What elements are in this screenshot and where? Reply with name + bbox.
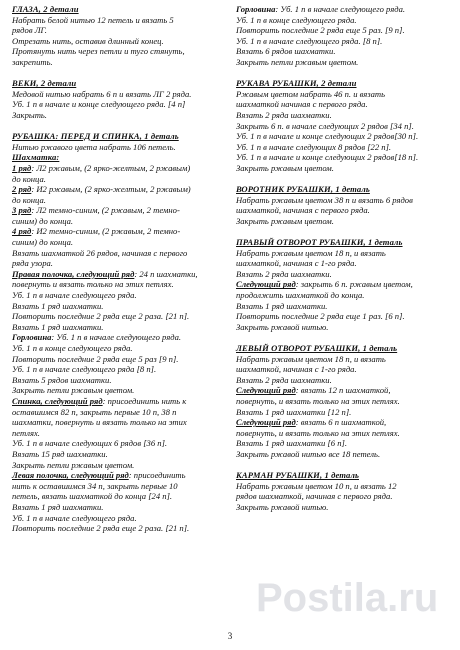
- text-line: [236, 449, 450, 460]
- line-text: Закрыть ржавой нитью.: [236, 321, 329, 332]
- text-line: [12, 428, 226, 439]
- text-line: [12, 15, 226, 26]
- line-text: : И2 темно-синим, (2 ржавым, 2 темно-: [31, 226, 181, 237]
- text-line: [236, 15, 450, 26]
- text-line: [12, 449, 226, 460]
- row-label: 2 ряд: [12, 184, 32, 195]
- text-line: [12, 407, 226, 418]
- text-line: [12, 36, 226, 47]
- line-text: Вязать 1 ряд шахматки.: [12, 321, 104, 332]
- line-text: : 24 п шахматки,: [134, 268, 198, 279]
- section-heading: ГЛАЗА, 2 детали: [12, 4, 79, 14]
- line-text: шахматкой, начиная с 1-го ряда.: [236, 258, 357, 269]
- line-text: шахматкой, начиная с 1-го ряда.: [236, 364, 357, 375]
- text-line: [236, 248, 450, 259]
- line-text: Вязать 2 ряда шахматки.: [236, 374, 332, 385]
- line-text: Вязать 5 рядов шахматки.: [12, 374, 112, 385]
- text-line: [12, 110, 226, 121]
- text-line: [12, 269, 226, 280]
- line-text: Закрыть петли ржавым цветом.: [12, 385, 135, 396]
- text-line: [12, 258, 226, 269]
- line-text: Уб. 1 п в конце следующего ряда.: [236, 14, 357, 25]
- line-text: : Л2 ржавым, (2 ярко-желтым, 2 ржавым): [31, 162, 191, 173]
- text-line: [236, 131, 450, 142]
- section-heading: ПРАВЫЙ ОТВОРОТ РУБАШКИ, 1 деталь: [236, 237, 403, 248]
- line-text: ряда узора.: [12, 258, 53, 269]
- row-label: 4 ряд: [12, 226, 32, 237]
- line-text: до конца.: [12, 194, 46, 205]
- section-gap: [12, 68, 226, 79]
- line-text: Нитью ржавого цвета набрать 106 петель.: [12, 141, 176, 152]
- section-gap: [12, 121, 226, 132]
- row-label: Правая полочка, следующий ряд: [12, 268, 135, 279]
- line-text: Закрыть ржавой нитью все 18 петель.: [236, 448, 381, 459]
- section-gap: [236, 332, 450, 343]
- text-line: [12, 396, 226, 407]
- line-text: Вязать 1 ряд шахматки [6 п].: [236, 438, 348, 449]
- line-text: Уб. 1 п в начале следующих 8 рядов [22 п].: [236, 141, 392, 152]
- line-text: Уб. 1 п в начале следующего ряда [8 п].: [12, 364, 157, 375]
- text-line: [236, 195, 450, 206]
- text-line: [12, 57, 226, 68]
- text-line: [12, 375, 226, 386]
- line-text: Набрать ржавым цветом 38 п и вязать 6 рядов: [236, 194, 413, 205]
- text-line: [12, 438, 226, 449]
- line-text: : закрыть 6 п. ржавым цветом,: [295, 279, 413, 290]
- section-gap: [236, 460, 450, 471]
- section-heading: РУБАШКА: ПЕРЕД И СПИНКА, 1 деталь: [12, 131, 179, 142]
- line-text: Закрыть.: [12, 109, 47, 120]
- line-text: : присоединить: [128, 470, 186, 481]
- text-line: [236, 407, 450, 418]
- text-line: [236, 258, 450, 269]
- text-line: [12, 99, 226, 110]
- line-text: Закрыть 6 п. в начале следующих 2 рядов [34 п].: [236, 120, 414, 131]
- text-line: [12, 89, 226, 100]
- line-text: Вязать 1 ряд шахматки.: [236, 300, 328, 311]
- text-line: [236, 364, 450, 375]
- line-text: : Л2 темно-синим, (2 ржавым, 2 темно-: [31, 205, 180, 216]
- watermark-text: Postila.ru: [256, 576, 439, 620]
- line-text: повернуть, и вязать только на этих петлях.: [236, 427, 400, 438]
- row-label: 3 ряд: [12, 205, 32, 216]
- section-heading: ВОРОТНИК РУБАШКИ, 1 деталь: [236, 184, 370, 195]
- text-line: [12, 301, 226, 312]
- text-line: [236, 89, 450, 100]
- line-text: : вязать 12 п шахматкой,: [295, 385, 391, 396]
- row-label: Горловина: [236, 4, 276, 14]
- text-line: [236, 279, 450, 290]
- text-line: [236, 481, 450, 492]
- text-line: [236, 301, 450, 312]
- text-line: [12, 290, 226, 301]
- text-line: [12, 205, 226, 216]
- text-line: [236, 491, 450, 502]
- text-line: [236, 46, 450, 57]
- line-text: Повторить последние 2 ряда еще 2 раза. [21 п].: [12, 311, 190, 322]
- line-text: Вязать 2 ряда шахматки.: [236, 109, 332, 120]
- text-line: [236, 438, 450, 449]
- text-line: [236, 417, 450, 428]
- line-text: закрепить.: [12, 56, 53, 67]
- row-label: Левая полочка, следующий ряд: [12, 470, 129, 481]
- text-line: [236, 163, 450, 174]
- line-text: Повторить последние 2 ряда еще 5 раз [9 п].: [12, 353, 179, 364]
- text-line: [236, 25, 450, 36]
- section-heading: РУКАВА РУБАШКИ, 2 детали: [236, 78, 357, 89]
- line-text: Уб. 1 п в начале следующих 6 рядов [36 п].: [12, 438, 168, 449]
- line-text: Уб. 1 п в начале следующего ряда. [8 п].: [236, 35, 383, 46]
- text-line: [236, 502, 450, 513]
- line-text: : вязать 6 п шахматкой,: [295, 417, 387, 428]
- line-text: : присоединить нить к: [102, 395, 187, 406]
- text-line: [236, 152, 450, 163]
- text-line: [12, 279, 226, 290]
- watermark-logo: [254, 567, 454, 627]
- line-text: : И2 ржавым, (2 ярко-желтым, 2 ржавым): [31, 184, 191, 195]
- line-text: Уб. 1 п в начале и конце следующих 2 рядов[30 п].: [236, 131, 419, 142]
- line-text: петель, вязать шахматкой до конца [24 п].: [12, 491, 173, 502]
- text-line: [236, 311, 450, 322]
- line-text: нить к оставшимся 34 п, закрыть первые 10: [12, 480, 178, 491]
- text-line: [12, 385, 226, 396]
- line-text: повернуть и вязать только на этих петлях.: [12, 279, 174, 290]
- text-line: [12, 25, 226, 36]
- text-line: [236, 396, 450, 407]
- left-column: [12, 4, 226, 534]
- line-text: до конца.: [12, 173, 46, 184]
- text-line: [236, 269, 450, 280]
- text-line: [12, 46, 226, 57]
- text-line: [12, 311, 226, 322]
- line-text: Повторить последние 2 ряда еще 1 раз. [6 п].: [236, 311, 405, 322]
- text-line: [236, 354, 450, 365]
- line-text: Закрыть ржавым цветом.: [236, 162, 334, 173]
- line-text: Закрыть петли ржавым цветом.: [12, 459, 135, 470]
- line-text: синим) до конца.: [12, 215, 74, 226]
- line-text: синим) до конца.: [12, 237, 74, 248]
- line-text: Уб. 1 п в начале следующего ряда.: [12, 290, 137, 301]
- text-line: [12, 142, 226, 153]
- line-text: Закрыть петли ржавым цветом.: [236, 56, 359, 67]
- text-line: [236, 36, 450, 47]
- line-text: оставшимся 82 п, закрыть первые 10 п, 38 п: [12, 406, 177, 417]
- row-label: Спинка, следующий ряд: [12, 395, 103, 406]
- text-line: [12, 343, 226, 354]
- page-number: 3: [227, 631, 233, 641]
- text-line: [236, 99, 450, 110]
- text-line: [12, 174, 226, 185]
- line-text: Вязать 1 ряд шахматки [12 п].: [236, 406, 352, 417]
- text-line: [236, 385, 450, 396]
- line-text: Вязать 1 ряд шахматки.: [12, 501, 104, 512]
- row-label: Следующий ряд: [236, 417, 296, 428]
- line-text: Вязать 1 ряд шахматки.: [12, 300, 104, 311]
- text-line: [12, 248, 226, 259]
- line-text: Уб. 1 п в начале и конце следующих 2 рядов[18 п].: [236, 152, 419, 163]
- row-label: 1 ряд: [12, 162, 32, 173]
- text-line: [12, 460, 226, 471]
- line-text: петлях.: [12, 427, 40, 438]
- line-text: рядов ЛГ.: [12, 25, 47, 36]
- line-text: Повторить последние 2 ряда еще 2 раза. [21 п].: [12, 523, 190, 534]
- text-line: [12, 226, 226, 237]
- line-text: Уб. 1 п в начале и конце следующего ряда. [4 п]: [12, 99, 186, 110]
- text-line: [236, 428, 450, 439]
- row-label: Следующий ряд: [236, 279, 296, 290]
- line-text: Медовой нитью набрать 6 п и вязать ЛГ 2 ряда.: [12, 88, 192, 99]
- line-text: : Уб. 1 п в начале следующего ряда.: [275, 4, 406, 14]
- text-line: [236, 142, 450, 153]
- text-line: [12, 163, 226, 174]
- line-text: : Уб. 1 п в начале следующего ряда.: [51, 332, 182, 343]
- section-heading: ВЕКИ, 2 детали: [12, 78, 77, 89]
- text-line: [12, 470, 226, 481]
- text-line: [12, 364, 226, 375]
- line-text: Уб. 1 п в конце следующего ряда.: [12, 343, 133, 353]
- row-label: Горловина: [12, 332, 52, 343]
- text-line: [236, 290, 450, 301]
- text-line: [236, 110, 450, 121]
- text-line: [12, 481, 226, 492]
- line-text: Набрать ржавым цветом 18 п, и вязать: [236, 353, 386, 364]
- line-text: Вязать шахматкой 26 рядов, начиная с первого: [12, 247, 188, 258]
- line-text: повернуть, и вязать только на этих петлях.: [236, 395, 400, 406]
- line-text: Набрать ржавым цветом 18 п, и вязать: [236, 247, 386, 258]
- line-text: Закрыть ржавым цветом.: [236, 215, 334, 226]
- text-line: [236, 375, 450, 386]
- text-line: [12, 322, 226, 333]
- text-line: [12, 332, 226, 343]
- line-text: Закрыть ржавой нитью.: [236, 501, 329, 512]
- line-text: Протянуть нить через петли и туго стянуть,: [12, 46, 185, 57]
- text-line: [12, 237, 226, 248]
- line-text: Вязать 2 ряда шахматки.: [236, 268, 332, 279]
- section-heading: Шахматка:: [12, 152, 60, 163]
- line-text: продолжить шахматкой до конца.: [236, 290, 365, 301]
- line-text: шахматкой, начиная с первого ряда.: [236, 205, 370, 216]
- line-text: Уб. 1 п в начале следующего ряда.: [12, 512, 137, 523]
- section-gap: [236, 68, 450, 79]
- line-text: Отрезать нить, оставив длинный конец.: [12, 35, 164, 46]
- line-text: Набрать ржавым цветом 10 п, и вязать 12: [236, 480, 397, 491]
- text-line: [12, 184, 226, 195]
- text-line: [12, 216, 226, 227]
- text-line: [12, 491, 226, 502]
- text-line: [236, 4, 450, 15]
- row-label: Следующий ряд: [236, 385, 296, 396]
- text-line: [236, 57, 450, 68]
- section-gap: [236, 174, 450, 185]
- text-line: [236, 216, 450, 227]
- line-text: рядов шахматкой, начиная с первого ряда.: [236, 491, 393, 502]
- section-gap: [236, 226, 450, 237]
- section-heading: КАРМАН РУБАШКИ, 1 деталь: [236, 470, 359, 481]
- text-line: [12, 195, 226, 206]
- text-line: [236, 205, 450, 216]
- line-text: шахматкой начиная с первого ряда.: [236, 99, 368, 110]
- line-text: шахматки, повернуть и вязать только на этих: [12, 417, 187, 428]
- right-column: [236, 4, 450, 513]
- line-text: Набрать белой нитью 12 петель и вязать 5: [12, 14, 174, 25]
- text-line: [12, 502, 226, 513]
- line-text: Вязать 6 рядов шахматки.: [236, 46, 336, 57]
- section-heading: ЛЕВЫЙ ОТВОРОТ РУБАШКИ, 1 деталь: [236, 343, 398, 353]
- line-text: Вязать 15 ряд шахматки.: [12, 448, 108, 459]
- line-text: Ржавым цветом набрать 46 п. и вязать: [236, 88, 386, 99]
- text-line: [12, 513, 226, 524]
- text-line: [236, 121, 450, 132]
- text-line: [12, 354, 226, 365]
- text-line: [12, 523, 226, 534]
- text-line: [236, 322, 450, 333]
- text-line: [12, 417, 226, 428]
- line-text: Повторить последние 2 ряда еще 5 раз. [9 п].: [236, 25, 405, 36]
